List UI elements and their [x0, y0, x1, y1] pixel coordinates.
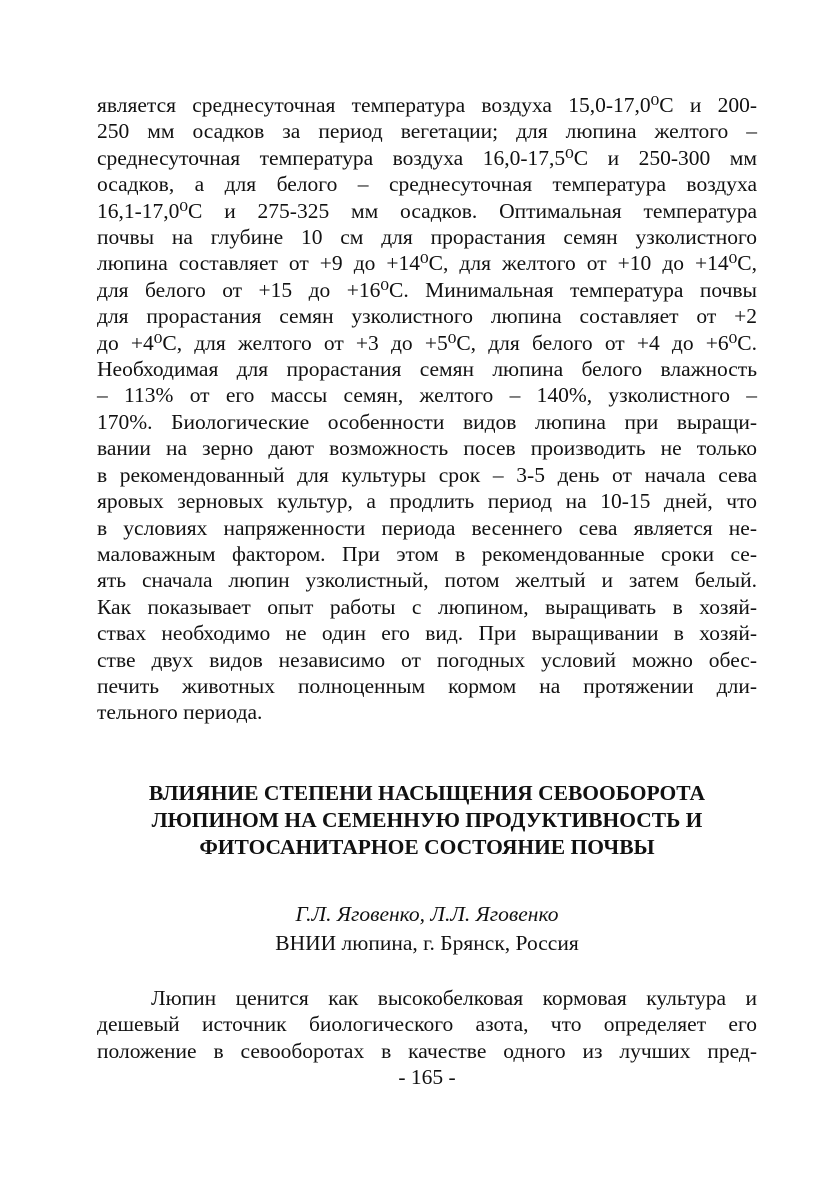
text-line: 170%. Биологические особенности видов люпина при выращи-	[97, 409, 757, 434]
paragraph-intro	[97, 985, 757, 1064]
page-number: - 165 -	[398, 1064, 456, 1089]
text-line: Как показывает опыт работы с люпином, выращивать в хозяй-	[97, 594, 757, 619]
text-line: для прорастания семян узколистного люпина составляет от +2	[97, 304, 757, 329]
text-line: является среднесуточная температура воздуха 15,0-17,0⁰С и 200-	[97, 93, 757, 117]
text-line: положение в севооборотах в качестве одного из лучших пред-	[97, 1038, 757, 1063]
text-line: маловажным фактором. При этом в рекомендованные сроки се-	[97, 541, 757, 566]
text-line: осадков, а для белого – среднесуточная температура воздуха	[97, 172, 757, 197]
text-line: – 113% от его массы семян, желтого – 140%, узколистного –	[97, 383, 757, 408]
article-authors: Г.Л. Яговенко, Л.Л. Яговенко	[295, 901, 559, 926]
text-line: для белого от +15 до +16⁰С. Минимальная температура почвы	[97, 277, 757, 302]
article-title	[97, 780, 757, 861]
text-line: в рекомендованный для культуры срок – 3-5 день от начала сева	[97, 462, 757, 487]
text-line: ять сначала люпин узколистный, потом желтый и затем белый.	[97, 568, 757, 593]
text-line: Необходимая для прорастания семян люпина белого влажность	[97, 357, 757, 382]
text-line: люпина составляет от +9 до +14⁰С, для желтого от +10 до +14⁰С,	[97, 251, 757, 276]
title-line: ЛЮПИНОМ НА СЕМЕННУЮ ПРОДУКТИВНОСТЬ И	[151, 807, 703, 832]
text-line: до +4⁰С, для желтого от +3 до +5⁰С, для белого от +4 до +6⁰С.	[97, 330, 757, 355]
text-line: дешевый источник биологического азота, что определяет его	[97, 1012, 757, 1037]
text-line: почвы на глубине 10 см для прорастания семян узколистного	[97, 225, 757, 250]
paragraph-lupin-temperature	[97, 92, 757, 726]
text-line: вании на зерно дают возможность посев производить не только	[97, 436, 757, 461]
title-line: ФИТОСАНИТАРНОЕ СОСТОЯНИЕ ПОЧВЫ	[199, 834, 655, 859]
text-line: печить животных полноценным кормом на протяжении дли-	[97, 673, 757, 698]
text-line: стве двух видов независимо от погодных условий можно обес-	[97, 647, 757, 672]
text-line: 16,1-17,0⁰С и 275-325 мм осадков. Оптимальная температура	[97, 198, 757, 223]
text-line: 250 мм осадков за период вегетации; для люпина желтого –	[97, 119, 757, 144]
text-line: ствах необходимо не один его вид. При выращивании в хозяй-	[97, 621, 757, 646]
author-affiliation: ВНИИ люпина, г. Брянск, Россия	[275, 930, 579, 955]
text-line: Люпин ценится как высокобелковая кормовая культура и	[151, 985, 757, 1010]
page-content	[97, 92, 757, 1090]
text-line: в условиях напряженности периода весеннего сева является не-	[97, 515, 757, 540]
text-line: среднесуточная температура воздуха 16,0-17,5⁰С и 250-300 мм	[97, 145, 757, 170]
title-line: ВЛИЯНИЕ СТЕПЕНИ НАСЫЩЕНИЯ СЕВООБОРОТА	[148, 780, 706, 805]
text-line: тельного периода.	[97, 700, 263, 725]
text-line: яровых зерновых культур, а продлить период на 10-15 дней, что	[97, 489, 757, 514]
